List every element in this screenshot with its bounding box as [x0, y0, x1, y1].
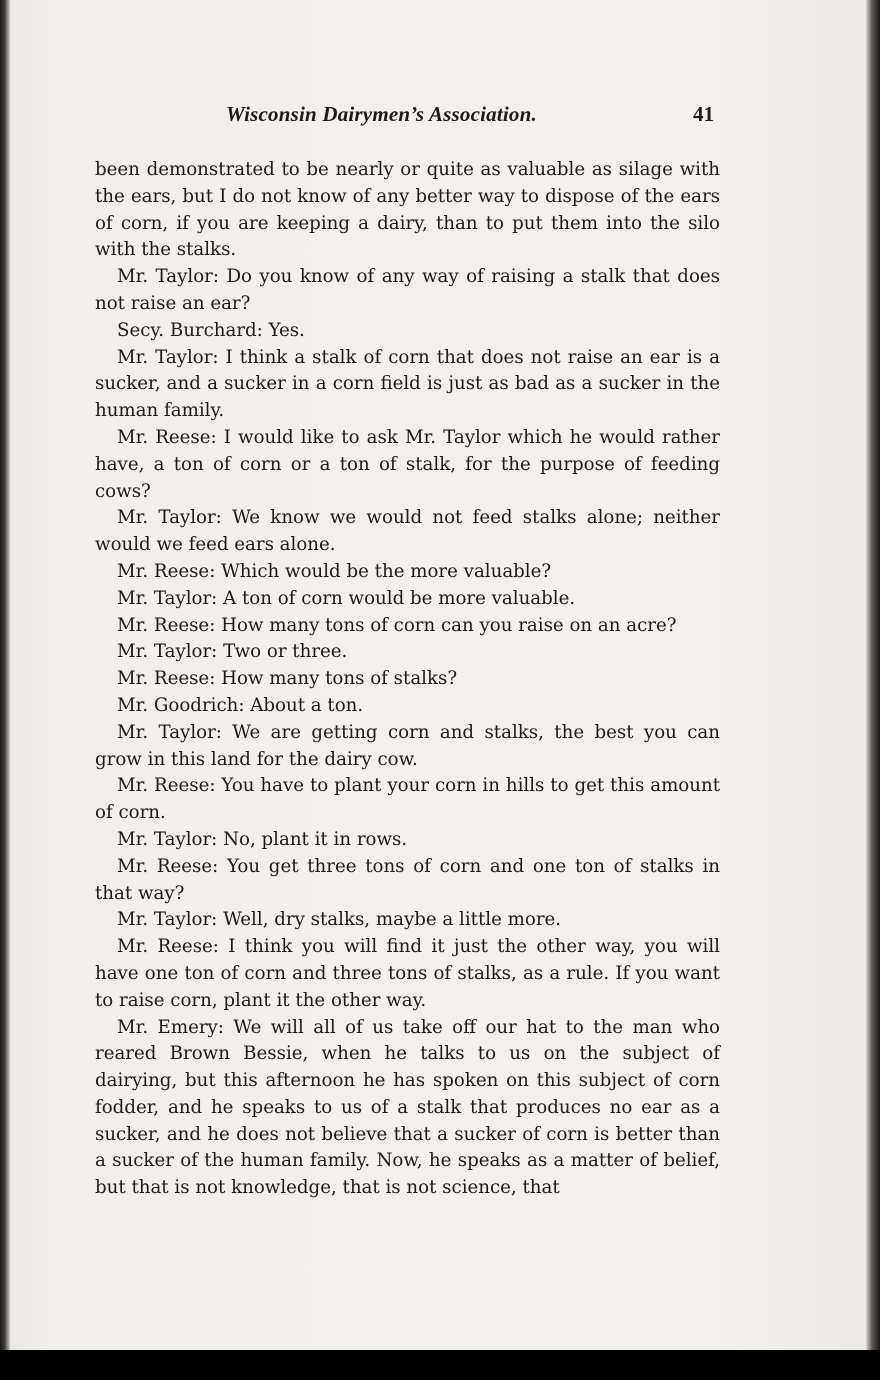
paragraph: Secy. Burchard: Yes. [117, 319, 305, 341]
paragraph: been demonstrated to be nearly or quite as valuable as silage with the ears, but I do not know of any better way to dispose of the ears of corn, if you are keeping a dairy, than to put them into the silo with the stalks. [95, 159, 720, 261]
paragraph: Mr. Taylor: Well, dry stalks, maybe a little more. [117, 909, 562, 931]
paragraph: Mr. Taylor: Two or three. [117, 641, 348, 663]
paragraph: Mr. Reese: You have to plant your corn in hills to get this amount of corn. [95, 775, 720, 824]
page-right-edge-shadow [866, 0, 880, 1350]
paragraph: Mr. Reese: How many tons of corn can you raise on an acre? [117, 614, 677, 636]
paragraph: Mr. Reese: I think you will find it just the other way, you will have one ton of corn and three tons of stalks, as a rule. If you want to raise corn, plant it the other way. [95, 936, 720, 1011]
page-number: 41 [693, 102, 714, 126]
paragraph: Mr. Reese: I would like to ask Mr. Taylor which he would rather have, a ton of corn or a ton of stalk, for the purpose of feeding cows? [95, 426, 720, 502]
page-left-edge-shadow [0, 0, 10, 1350]
paragraph: Mr. Reese: Which would be the more valuable? [117, 560, 552, 582]
running-title: Wisconsin Dairymen’s Association. [226, 102, 537, 126]
paragraph: Mr. Goodrich: About a ton. [117, 694, 364, 716]
paragraph: Mr. Taylor: Do you know of any way of raising a stalk that does not raise an ear? [95, 266, 720, 314]
paragraph: Mr. Taylor: We know we would not feed stalks alone; neither would we feed ears alone. [95, 507, 720, 556]
page-header [96, 102, 716, 132]
paragraph: Mr. Taylor: A ton of corn would be more valuable. [117, 587, 576, 609]
body-text [95, 157, 720, 1202]
paragraph: Mr. Reese: You get three tons of corn and one ton of stalks in that way? [95, 855, 720, 904]
paragraph: Mr. Reese: How many tons of stalks? [117, 668, 458, 690]
paragraph: Mr. Taylor: We are getting corn and stalks, the best you can grow in this land for the dairy cow. [95, 721, 720, 770]
scan-bottom-border [0, 1350, 880, 1380]
paragraph: Mr. Taylor: No, plant it in rows. [117, 828, 408, 850]
paragraph: Mr. Emery: We will all of us take off our hat to the man who reared Brown Bessie, when he talks to us on the subject of dairying, but this afternoon he has spoken on this subject of corn fodder, and he speaks to us of a stalk that produces no ear as a sucker, and he does not believe that a sucker of corn is better than a sucker of the human family. Now, he speaks as a matter of belief, but that is not knowledge, that is not science, that [95, 1016, 720, 1199]
paragraph: Mr. Taylor: I think a stalk of corn that does not raise an ear is a sucker, and a sucker in a corn field is just as bad as a sucker in the human family. [95, 346, 720, 422]
